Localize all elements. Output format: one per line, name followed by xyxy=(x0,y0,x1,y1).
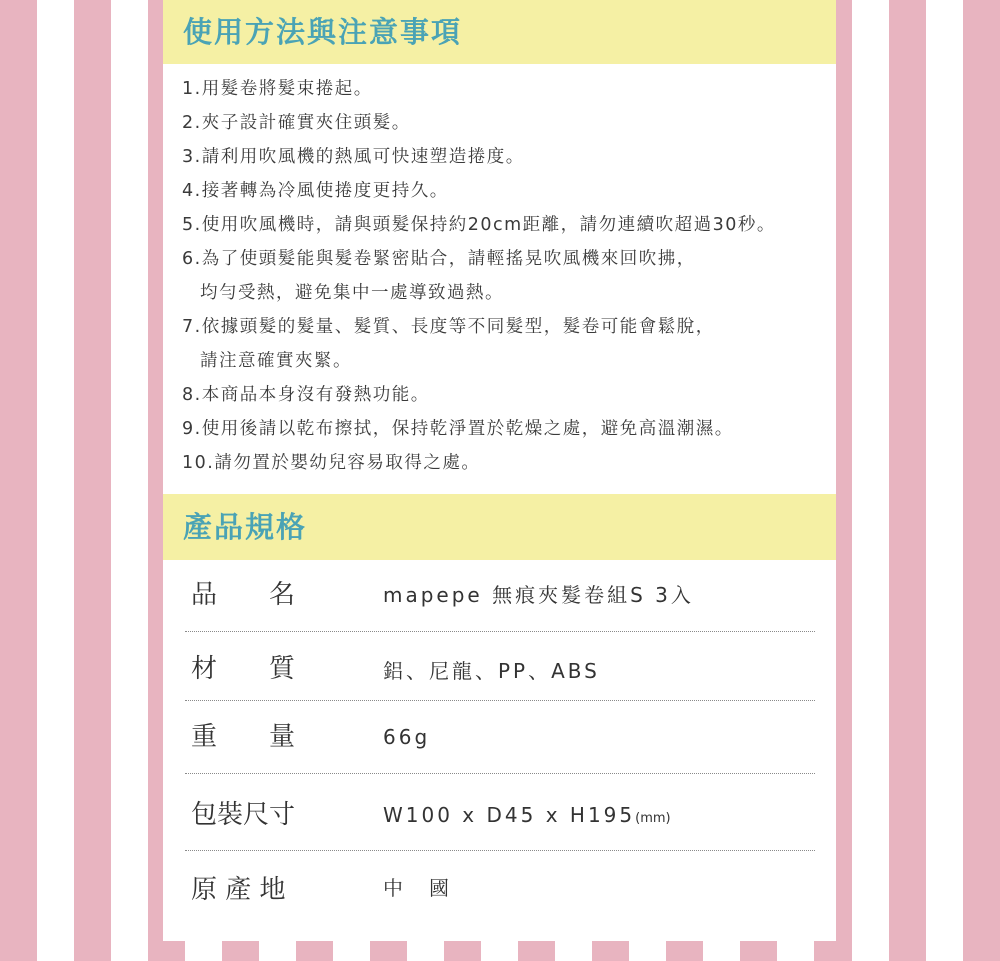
spec-row-material xyxy=(185,631,815,701)
bottom-deco xyxy=(333,941,370,961)
usage-line: 請注意確實夾緊。 xyxy=(200,351,352,371)
spec-value-text: W100 x D45 x H195 xyxy=(383,803,636,827)
usage-header xyxy=(163,0,836,64)
bottom-deco xyxy=(407,941,444,961)
bottom-deco xyxy=(629,941,666,961)
spec-label: 材 質 xyxy=(191,654,296,684)
bg-stripe xyxy=(889,0,926,961)
specs-title: 產品規格 xyxy=(183,510,308,544)
spec-unit: (mm) xyxy=(635,811,671,826)
usage-line: 4.接著轉為冷風使捲度更持久。 xyxy=(182,181,449,201)
spec-row-package-size xyxy=(185,774,815,851)
bottom-deco xyxy=(481,941,518,961)
bg-stripe xyxy=(74,0,111,961)
bottom-deco xyxy=(555,941,592,961)
spec-label: 重 量 xyxy=(191,722,296,752)
usage-line: 均勻受熱，避免集中一處導致過熱。 xyxy=(200,283,504,303)
usage-line: 7.依據頭髮的髮量、髮質、長度等不同髮型，髮卷可能會鬆脫， xyxy=(182,317,715,337)
spec-value: 鋁、尼龍、PP、ABS xyxy=(383,659,600,683)
usage-line: 8.本商品本身沒有發熱功能。 xyxy=(182,385,430,405)
bg-stripe xyxy=(0,0,37,961)
spec-label: 品 名 xyxy=(191,580,296,610)
usage-title: 使用方法與注意事項 xyxy=(183,15,463,49)
usage-list xyxy=(182,72,776,480)
spec-label: 包裝尺寸 xyxy=(191,800,296,830)
usage-line: 6.為了使頭髮能與髮卷緊密貼合，請輕搖晃吹風機來回吹拂， xyxy=(182,249,696,269)
bg-stripe xyxy=(963,0,1000,961)
bottom-deco xyxy=(703,941,740,961)
bottom-deco xyxy=(777,941,814,961)
spec-value xyxy=(383,774,671,860)
spec-row-origin xyxy=(185,851,815,927)
spec-label: 原 產 地 xyxy=(191,875,286,905)
spec-row-name xyxy=(185,559,815,632)
specs-header xyxy=(163,494,836,560)
usage-line: 3.請利用吹風機的熱風可快速塑造捲度。 xyxy=(182,147,525,167)
usage-line: 2.夾子設計確實夾住頭髮。 xyxy=(182,113,411,133)
spec-row-weight xyxy=(185,701,815,774)
usage-line: 9.使用後請以乾布擦拭，保持乾淨置於乾燥之處，避免高溫潮濕。 xyxy=(182,419,734,439)
usage-line: 1.用髮卷將髮束捲起。 xyxy=(182,79,373,99)
usage-line: 10.請勿置於嬰幼兒容易取得之處。 xyxy=(182,453,481,473)
spec-value: mapepe 無痕夾髮卷組S 3入 xyxy=(383,583,694,607)
bottom-deco xyxy=(185,941,222,961)
usage-line: 5.使用吹風機時，請與頭髮保持約20cm距離，請勿連續吹超過30秒。 xyxy=(182,215,776,235)
spec-value: 66g xyxy=(383,725,431,749)
spec-value: 中 國 xyxy=(383,876,452,900)
bottom-deco xyxy=(259,941,296,961)
